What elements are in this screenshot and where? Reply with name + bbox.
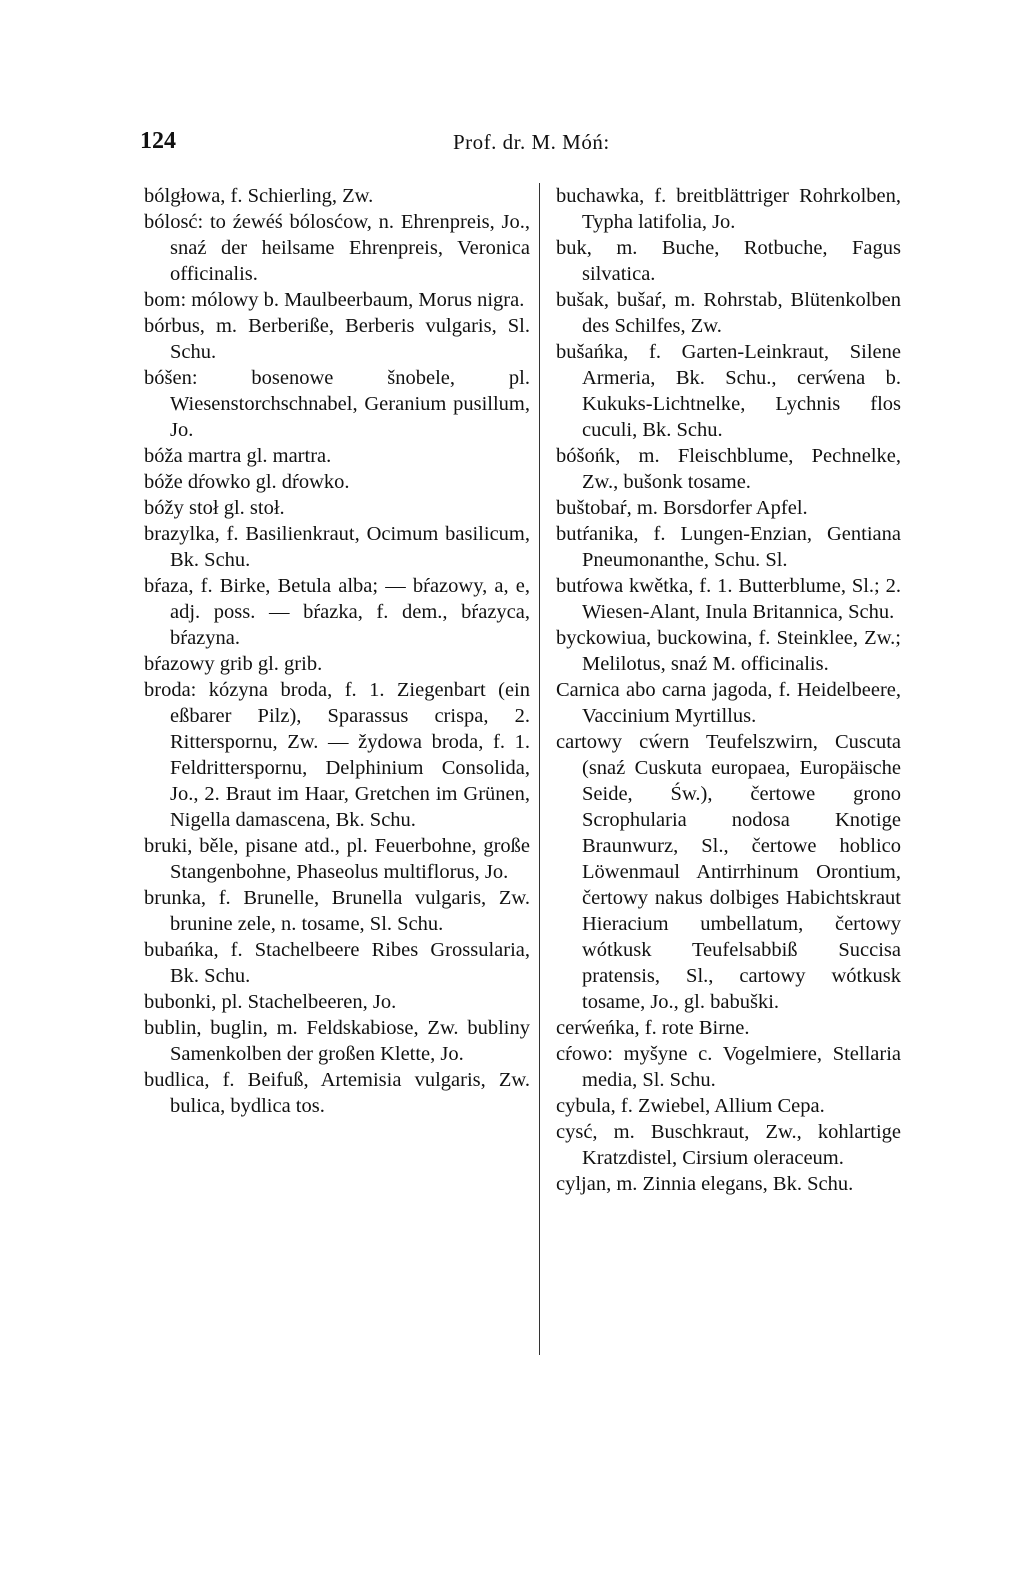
dictionary-entry: bušańka, f. Garten-Leinkraut, Silene Armeria, Bk. Schu., cerẃena b. Kukuks-Lichtnelke, Lychnis flos cuculi, Bk. Schu. [556,341,901,441]
dictionary-entry: bólosć: to źewéś bólosćow, n. Ehrenpreis, Jo., snaź der heilsame Ehrenpreis, Veronica officinalis. [144,211,530,285]
dictionary-entry: bubańka, f. Stachelbeere Ribes Grossularia, Bk. Schu. [144,939,530,987]
dictionary-entry: cartowy cẃern Teufelszwirn, Cuscuta (snaź Cuskuta europaea, Europäische Seide, Św.), čertowe grono Scrophularia nodosa Knotige Braunwurz, Sl., čertowe hoblico Löwenmaul Antirrhinum Orontium, čertowy nakus dolbiges Habichtskraut Hieracium umbellatum, čertowy wótkusk Teufelsabbiß Succisa pratensis, Sl., cartowy wótkusk tosame, Jo., gl. babuški. [556,731,901,1013]
dictionary-entry: broda: kózyna broda, f. 1. Ziegenbart (ein eßbarer Pilz), Sparassus crispa, 2. Ritterspornu, Zw. — žydowa broda, f. 1. Feldritterspornu, Delphinium Consolida, Jo., 2. Braut im Haar, Gretchen im Grünen, Nigella damascena, Bk. Schu. [144,679,530,831]
dictionary-entry: bubonki, pl. Stachelbeeren, Jo. [144,991,397,1013]
dictionary-entry: cerẃeńka, f. rote Birne. [556,1017,750,1039]
column-divider [539,183,540,1355]
dictionary-entry: cŕowo: myšyne c. Vogelmiere, Stellaria media, Sl. Schu. [556,1043,901,1091]
dictionary-entry: Carnica abo carna jagoda, f. Heidelbeere, Vaccinium Myrtillus. [556,679,901,727]
dictionary-entry: bólgłowa, f. Schierling, Zw. [144,185,374,207]
page-number: 124 [140,128,176,154]
dictionary-entry: cyljan, m. Zinnia elegans, Bk. Schu. [556,1173,854,1195]
dictionary-entry: buchawka, f. breitblättriger Rohrkolben, Typha latifolia, Jo. [556,185,901,233]
dictionary-entry: buk, m. Buche, Rotbuche, Fagus silvatica. [556,237,901,285]
dictionary-entry: bom: mólowy b. Maulbeerbaum, Morus nigra. [144,289,525,311]
dictionary-entry: butŕowa kwětka, f. 1. Butterblume, Sl.; 2. Wiesen-Alant, Inula Britannica, Schu. [556,575,901,623]
dictionary-entry: buštobaŕ, m. Borsdorfer Apfel. [556,497,808,519]
dictionary-entry: budlica, f. Beifuß, Artemisia vulgaris, Zw. bulica, bydlica tos. [144,1069,530,1117]
dictionary-entry: bóže dŕowko gl. dŕowko. [144,471,350,493]
dictionary-entry: bóšońk, m. Fleischblume, Pechnelke, Zw., bušonk tosame. [556,445,901,493]
dictionary-entry: bŕaza, f. Birke, Betula alba; — bŕazowy, a, e, adj. poss. — bŕazka, f. dem., bŕazyca, bŕazyna. [144,575,530,649]
left-column [144,183,530,1119]
dictionary-entry: butŕanika, f. Lungen-Enzian, Gentiana Pneumonanthe, Schu. Sl. [556,523,901,571]
dictionary-entry: bóšen: bosenowe šnobele, pl. Wiesenstorchschnabel, Geranium pusillum, Jo. [144,367,530,441]
dictionary-entry: brunka, f. Brunelle, Brunella vulgaris, Zw. brunine zele, n. tosame, Sl. Schu. [144,887,530,935]
dictionary-entry: brazylka, f. Basilienkraut, Ocimum basilicum, Bk. Schu. [144,523,530,571]
dictionary-entry: bruki, běle, pisane atd., pl. Feuerbohne, große Stangenbohne, Phaseolus multiflorus, Jo. [144,835,530,883]
page-header [140,128,880,164]
running-title: Prof. dr. M. Móń: [453,130,610,154]
dictionary-entry: cybula, f. Zwiebel, Allium Cepa. [556,1095,825,1117]
dictionary-entry: bublin, buglin, m. Feldskabiose, Zw. bubliny Samenkolben der großen Klette, Jo. [144,1017,530,1065]
dictionary-entry: bóžy stoł gl. stoł. [144,497,285,519]
dictionary-entry: bŕazowy grib gl. grib. [144,653,323,675]
dictionary-entry: bórbus, m. Berberiße, Berberis vulgaris, Sl. Schu. [144,315,530,363]
dictionary-entry: cysć, m. Buschkraut, Zw., kohlartige Kratzdistel, Cirsium oleraceum. [556,1121,901,1169]
dictionary-entry: bóža martra gl. martra. [144,445,332,467]
dictionary-entry: bušak, bušaŕ, m. Rohrstab, Blütenkolben des Schilfes, Zw. [556,289,901,337]
right-column [556,183,901,1197]
dictionary-entry: byckowiua, buckowina, f. Steinklee, Zw.; Melilotus, snaź M. officinalis. [556,627,901,675]
